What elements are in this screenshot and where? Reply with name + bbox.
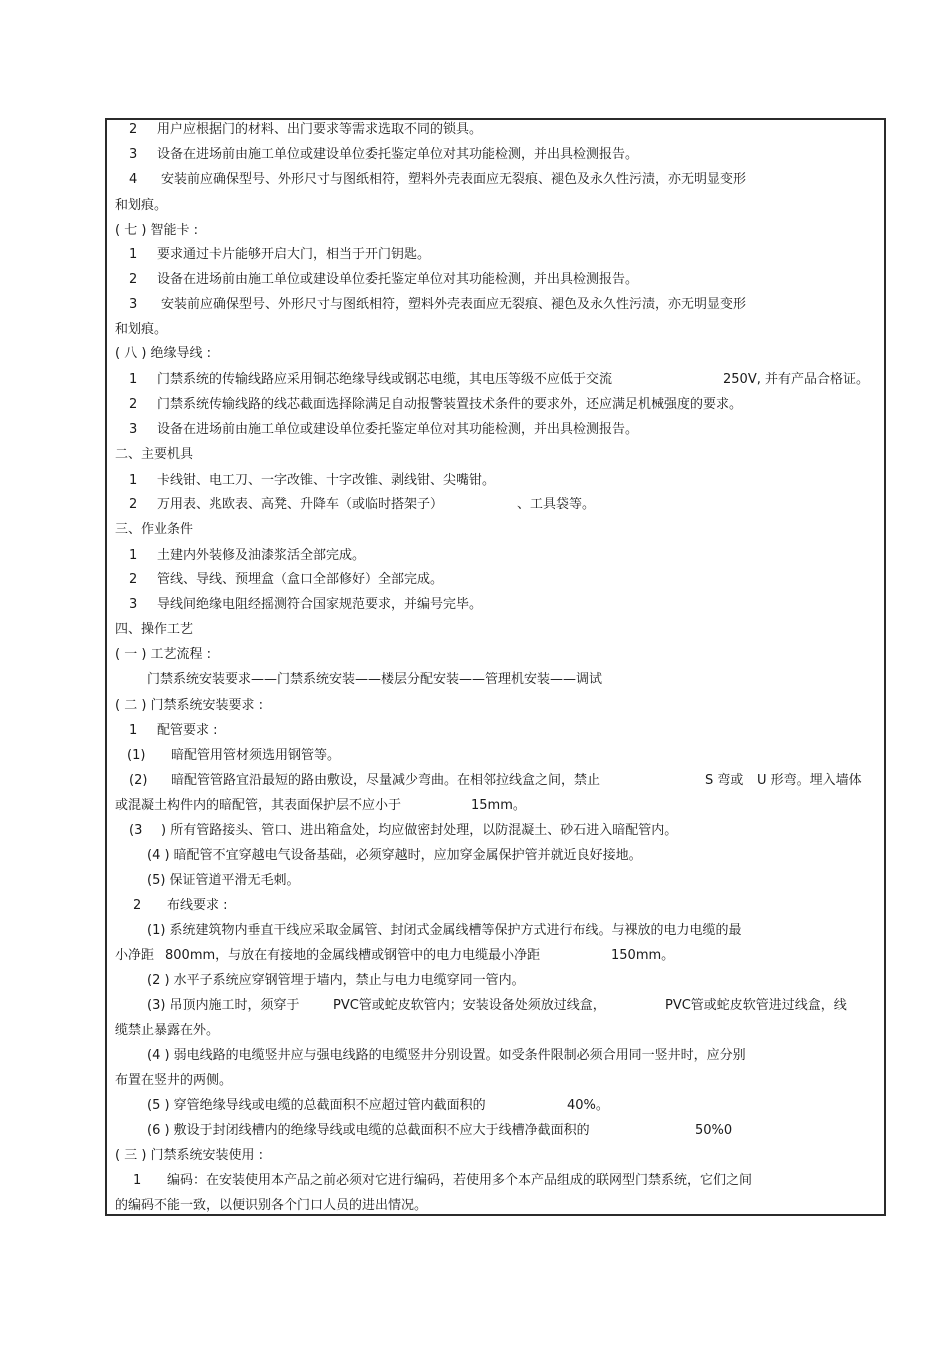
text-segment: 布线要求 : — [167, 898, 228, 913]
text-segment: (1) 系统建筑物内垂直干线应采取金属管、封闭式金属线槽等保护方式进行布线。与裸放的电力电缆的最 — [147, 923, 742, 938]
text-segment: 土建内外装修及油漆浆活全部完成。 — [157, 548, 366, 563]
text-line — [107, 471, 884, 491]
text-segment: 2 — [129, 397, 138, 412]
text-segment: 小净距 — [115, 948, 155, 963]
text-segment: 250V, 并有产品合格证。 — [723, 372, 869, 387]
text-line — [107, 1021, 884, 1041]
text-segment: 1 — [129, 723, 138, 738]
text-line — [107, 495, 884, 515]
text-line — [107, 170, 884, 190]
text-segment: 设备在进场前由施工单位或建设单位委托鉴定单位对其功能检测，并出具检测报告。 — [157, 422, 639, 437]
text-segment: 2 — [129, 272, 138, 287]
text-segment: 1 — [129, 548, 138, 563]
text-line — [107, 196, 884, 216]
text-segment: (5) 保证管道平滑无毛刺。 — [147, 873, 300, 888]
text-segment: 1 — [129, 473, 138, 488]
text-segment: 二、主要机具 — [115, 447, 194, 462]
text-line — [107, 520, 884, 540]
text-line — [107, 445, 884, 465]
text-segment: ( 一 ) 工艺流程 : — [115, 647, 212, 662]
text-line — [107, 696, 884, 716]
text-segment: (3 — [129, 823, 143, 838]
text-segment: 1 — [133, 1173, 142, 1188]
text-segment: 、工具袋等。 — [517, 497, 596, 512]
text-line — [107, 1121, 884, 1141]
text-line — [107, 320, 884, 340]
text-segment: 编码：在安装使用本产品之前必须对它进行编码，若使用多个本产品组成的联网型门禁系统，它们之间 — [167, 1173, 753, 1188]
text-line — [107, 620, 884, 640]
text-segment: ( 二 ) 门禁系统安装要求 : — [115, 698, 264, 713]
text-segment: 2 — [129, 497, 138, 512]
text-segment: 用户应根据门的材料、出门要求等需求选取不同的锁具。 — [157, 122, 483, 137]
text-segment: 导线间绝缘电阻经摇测符合国家规范要求，并编号完毕。 — [157, 597, 483, 612]
text-line — [107, 796, 884, 816]
text-segment: 2 — [129, 122, 138, 137]
text-line — [107, 595, 884, 615]
text-segment: 门禁系统的传输线路应采用铜芯绝缘导线或钢芯电缆，其电压等级不应低于交流 — [157, 372, 613, 387]
text-line — [107, 921, 884, 941]
text-segment: ) 所有管路接头、管口、进出箱盒处，均应做密封处理，以防混凝土、砂石进入暗配管内。 — [161, 823, 678, 838]
text-segment: 1 — [129, 372, 138, 387]
text-line — [107, 971, 884, 991]
text-segment: 3 — [129, 147, 138, 162]
text-line — [107, 996, 884, 1016]
text-segment: 万用表、兆欧表、高凳、升降车（或临时搭架子） — [157, 497, 444, 512]
text-line — [107, 1171, 884, 1191]
text-segment: 四、操作工艺 — [115, 622, 194, 637]
text-segment: 2 — [133, 898, 142, 913]
text-segment: 3 — [129, 297, 138, 312]
text-line — [107, 245, 884, 265]
text-segment: (6 ) 敷设于封闭线槽内的绝缘导线或电缆的总截面积不应大于线槽净截面积的 — [147, 1123, 590, 1138]
text-segment: 50%0 — [695, 1123, 733, 1138]
text-segment: 4 — [129, 172, 138, 187]
text-line — [107, 746, 884, 766]
text-segment: 设备在进场前由施工单位或建设单位委托鉴定单位对其功能检测，并出具检测报告。 — [157, 147, 639, 162]
text-line — [107, 1196, 884, 1216]
text-segment: U 形弯。埋入墙体 — [757, 773, 862, 788]
text-segment: 安装前应确保型号、外形尺寸与图纸相符，塑料外壳表面应无裂痕、褪色及永久性污渍，亦无明显变形 — [161, 297, 747, 312]
text-line — [107, 821, 884, 841]
text-segment: 800mm，与放在有接地的金属线槽或钢管中的电力电缆最小净距 — [165, 948, 541, 963]
text-line — [107, 120, 884, 140]
text-segment: (4 ) 弱电线路的电缆竖井应与强电线路的电缆竖井分别设置。如受条件限制必须合用同一竖井时，应分别 — [147, 1048, 746, 1063]
text-line — [107, 221, 884, 241]
text-line — [107, 771, 884, 791]
text-segment: ( 八 ) 绝缘导线 : — [115, 346, 212, 361]
text-segment: 3 — [129, 422, 138, 437]
text-line — [107, 871, 884, 891]
text-line — [107, 370, 884, 390]
text-segment: 门禁系统传输线路的线芯截面选择除满足自动报警装置技术条件的要求外，还应满足机械强度的要求。 — [157, 397, 743, 412]
text-segment: 设备在进场前由施工单位或建设单位委托鉴定单位对其功能检测，并出具检测报告。 — [157, 272, 639, 287]
text-segment: 三、作业条件 — [115, 522, 194, 537]
text-segment: 2 — [129, 572, 138, 587]
text-line — [107, 721, 884, 741]
text-line — [107, 1146, 884, 1166]
text-line — [107, 570, 884, 590]
text-segment: 150mm。 — [611, 948, 675, 963]
text-line — [107, 896, 884, 916]
text-line — [107, 295, 884, 315]
text-segment: 卡线钳、电工刀、一字改锥、十字改锥、剥线钳、尖嘴钳。 — [157, 473, 496, 488]
text-line — [107, 546, 884, 566]
text-segment: 和划痕。 — [115, 322, 168, 337]
text-line — [107, 1046, 884, 1066]
text-segment: (4 ) 暗配管不宜穿越电气设备基础，必须穿越时，应加穿金属保护管并就近良好接地。 — [147, 848, 642, 863]
text-segment: 缆禁止暴露在外。 — [115, 1023, 220, 1038]
text-segment: 的编码不能一致，以便识别各个门口人员的进出情况。 — [115, 1198, 428, 1213]
text-line — [107, 145, 884, 165]
text-segment: 15mm。 — [471, 798, 526, 813]
text-segment: 暗配管管路宜沿最短的路由敷设，尽量减少弯曲。在相邻拉线盒之间，禁止 — [171, 773, 601, 788]
text-line — [107, 1096, 884, 1116]
text-line — [107, 645, 884, 665]
text-segment: (2 ) 水平子系统应穿钢管埋于墙内，禁止与电力电缆穿同一管内。 — [147, 973, 525, 988]
text-line — [107, 344, 884, 364]
text-segment: 1 — [129, 247, 138, 262]
text-segment: (1) — [127, 748, 146, 763]
text-segment: 配管要求 : — [157, 723, 218, 738]
text-segment: (3) 吊顶内施工时，须穿于 — [147, 998, 300, 1013]
document-frame — [105, 118, 886, 1216]
text-line — [107, 846, 884, 866]
text-segment: S 弯或 — [705, 773, 744, 788]
text-segment: 3 — [129, 597, 138, 612]
text-segment: 要求通过卡片能够开启大门，相当于开门钥匙。 — [157, 247, 431, 262]
text-segment: 和划痕。 — [115, 198, 168, 213]
text-line — [107, 270, 884, 290]
text-segment: (5 ) 穿管绝缘导线或电缆的总截面积不应超过管内截面积的 — [147, 1098, 486, 1113]
text-segment: 或混凝土构件内的暗配管，其表面保护层不应小于 — [115, 798, 402, 813]
text-segment: 管线、导线、预埋盒（盒口全部修好）全部完成。 — [157, 572, 444, 587]
text-segment: PVC管或蛇皮软管进过线盒，线 — [665, 998, 847, 1013]
text-segment: 门禁系统安装要求——门禁系统安装——楼层分配安装——管理机安装——调试 — [147, 672, 603, 687]
text-segment: PVC管或蛇皮软管内；安装设备处须放过线盒， — [333, 998, 606, 1013]
text-segment: 40%。 — [567, 1098, 609, 1113]
text-segment: ( 七 ) 智能卡 : — [115, 223, 199, 238]
text-line — [107, 1071, 884, 1091]
text-segment: 暗配管用管材须选用钢管等。 — [171, 748, 341, 763]
text-line — [107, 946, 884, 966]
text-line — [107, 670, 884, 690]
text-segment: 安装前应确保型号、外形尺寸与图纸相符，塑料外壳表面应无裂痕、褪色及永久性污渍，亦无明显变形 — [161, 172, 747, 187]
text-line — [107, 395, 884, 415]
text-segment: ( 三 ) 门禁系统安装使用 : — [115, 1148, 264, 1163]
text-segment: (2) — [129, 773, 148, 788]
text-segment: 布置在竖井的两侧。 — [115, 1073, 233, 1088]
text-line — [107, 420, 884, 440]
